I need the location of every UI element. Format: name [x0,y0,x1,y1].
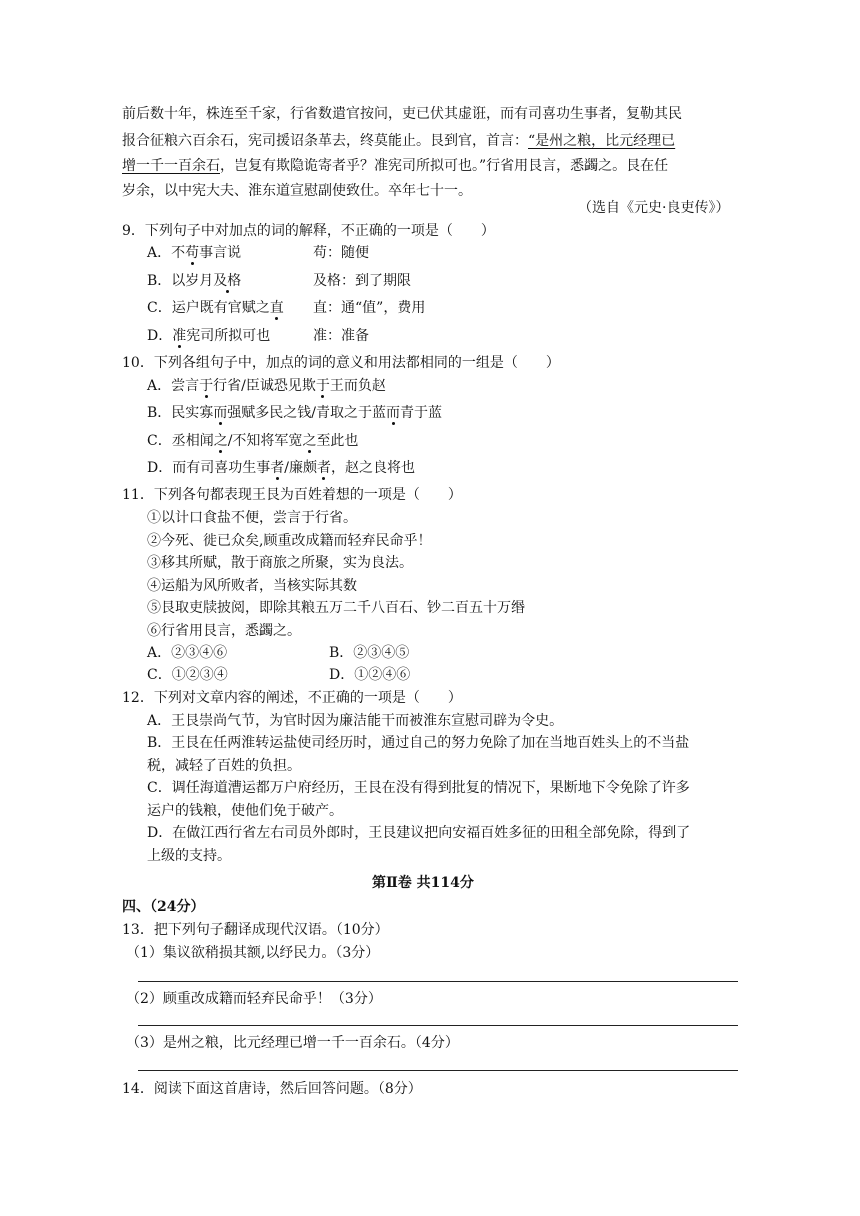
q14-stem: 14．阅读下面这首唐诗，然后回答问题。（8分） [122,1081,422,1097]
passage-line-4: 岁余，以中宪大夫、淮东道宣慰副使致仕。卒年七十一。 [122,183,472,199]
passage-line-2a: 报合征粮六百余石，宪司援诏条革去，终莫能止。艮到官，首言： [122,133,528,149]
q12-option-c-line1: C．调任海道漕运都万户府经历，王艮在没有得到批复的情况下，果断地下令免除了许多 [147,780,690,796]
q12-option-b-line2: 税，减轻了百姓的负担。 [147,758,301,774]
answer-line-3[interactable] [138,1070,738,1071]
q10-option-a [147,376,386,396]
q9-option-d [147,326,270,346]
q13-sentence-2: （2）顾重改成籍而轻弃民命乎！（3分） [126,991,382,1007]
q9-a-dotted-word: 苟 [185,245,200,261]
q9-c-pre: C．运户既有官赋之 [147,300,270,316]
q11-choice-b: B．②③④⑤ [329,645,410,661]
q9-a-pre: A．不 [147,245,186,261]
q10-b-3: 青于蓝 [400,405,443,421]
q10-b-1: B．民实寡 [147,405,214,421]
passage-line-1: 前后数十年，株连至千家，行省数遣官按问，吏已伏其虚诳，而有司喜功生事者，复勒其民 [122,106,682,122]
q10-d-1: D．而有司喜功生事 [147,460,271,476]
q13-sentence-1: （1）集议欲稍损其额,以纾民力。（3分） [126,945,380,961]
q10-a-1: A．尝言 [147,378,200,394]
q11-choice-d: D．①②④⑥ [329,667,411,683]
q13-stem: 13．把下列句子翻译成现代汉语。（10分） [122,922,389,938]
q10-stem: 10．下列各组句子中，加点的词的意义和用法都相同的一组是（ ） [122,355,560,371]
passage-underlined-2: 增一千一百余石 [122,158,220,174]
q10-b-dot-1: 而 [213,405,228,421]
q10-c-3: 至此也 [316,433,359,449]
q11-item-2: ②今死、徙已众矣,顾重改成籍而轻弃民命乎！ [147,533,432,549]
q10-d-dot-2: 者 [316,460,331,476]
q10-a-dot-1: 于 [199,378,214,394]
q9-gloss-c: 直：通“值”，费用 [313,300,426,316]
q12-option-a: A．王艮崇尚气节，为官时因为廉洁能干而被淮东宣慰司辟为令史。 [147,713,564,729]
q12-stem: 12．下列对文章内容的阐述，不正确的一项是（ ） [122,690,462,706]
q10-c-dot-1: 之 [213,433,228,449]
q10-c-2: /不知将军宽 [227,433,303,449]
q12-option-d-line1: D．在做江西行省左右司员外郎时，王艮建议把向安福百姓多征的田租全部免除，得到了 [147,825,691,841]
q10-b-dot-2: 而 [386,405,401,421]
passage-line-3b: ，岂复有欺隐诡寄者乎？准宪司所拟可也。”行省用艮言，悉蠲之。艮在任 [220,158,669,174]
q10-option-b [147,403,442,423]
q10-a-3: 王而负赵 [329,378,386,394]
q11-item-3: ③移其所赋，散于商旅之所聚，实为良法。 [147,555,413,571]
part-4-heading: 四、（24分） [122,899,205,915]
passage-source: （选自《元史·良吏传》） [578,200,730,216]
q10-a-dot-2: 于 [315,378,330,394]
q10-option-c [147,431,358,451]
q9-gloss-a: 苟：随便 [313,245,369,261]
q9-stem: 9．下列句子中对加点的词的解释，不正确的一项是（ ） [122,223,495,239]
q9-gloss-d: 准：准备 [313,328,369,344]
q9-c-dotted-word: 直 [269,300,284,316]
passage-line-2 [122,131,675,151]
q13-sentence-3: （3）是州之粮，比元经理已增一千一百余石。（4分） [126,1035,459,1051]
q12-option-c-line2: 运户的钱粮，使他们免于破产。 [147,803,343,819]
q9-option-b [147,271,241,291]
q11-item-4: ④运船为风所败者，当核实际其数 [147,578,357,594]
q10-c-1: C．丞相闻 [147,433,214,449]
q10-d-dot-1: 者 [270,460,285,476]
passage-underlined-1: “是州之粮，比元经理已 [528,133,676,149]
q12-option-d-line2: 上级的支持。 [147,848,231,864]
q10-option-d [147,458,415,478]
q12-option-b-line1: B．王艮在任两淮转运盐使司经历时，通过自己的努力免除了加在当地百姓头上的不当盐 [147,735,690,751]
q9-a-post: 事言说 [199,245,242,261]
q10-d-2: /廉颇 [284,460,317,476]
q9-d-post: 宪司所拟可也 [186,328,271,344]
answer-line-1[interactable] [138,981,738,982]
q9-b-dotted-word: 及格 [213,273,242,289]
q9-option-c [147,298,284,318]
q11-item-1: ①以计口食盐不便，尝言于行省。 [147,510,357,526]
q11-item-5: ⑤艮取吏牍披阅，即除其粮五万二千八百石、钞二百五十万缗 [147,600,525,616]
q11-choice-c: C．①②③④ [147,667,228,683]
q10-a-2: 行省/臣诚恐见欺 [213,378,316,394]
q9-d-dotted-word: 准 [172,328,187,344]
q10-d-3: ，赵之良将也 [330,460,415,476]
q11-choice-a: A．②③④⑥ [147,645,228,661]
q10-c-dot-2: 之 [302,433,317,449]
q9-option-a [147,243,241,263]
q11-item-6: ⑥行省用艮言，悉蠲之。 [147,623,301,639]
q11-stem: 11．下列各句都表现王艮为百姓着想的一项是（ ） [122,487,462,503]
answer-line-2[interactable] [138,1025,738,1026]
section-2-title: 第Ⅱ卷 共114分 [372,875,474,891]
q10-b-2: 强赋多民之钱/青取之于蓝 [227,405,387,421]
q9-d-pre: D． [147,328,173,344]
q9-b-pre: B．以岁月 [147,273,214,289]
q9-gloss-b: 及格：到了期限 [313,273,411,289]
passage-line-3 [122,156,668,176]
